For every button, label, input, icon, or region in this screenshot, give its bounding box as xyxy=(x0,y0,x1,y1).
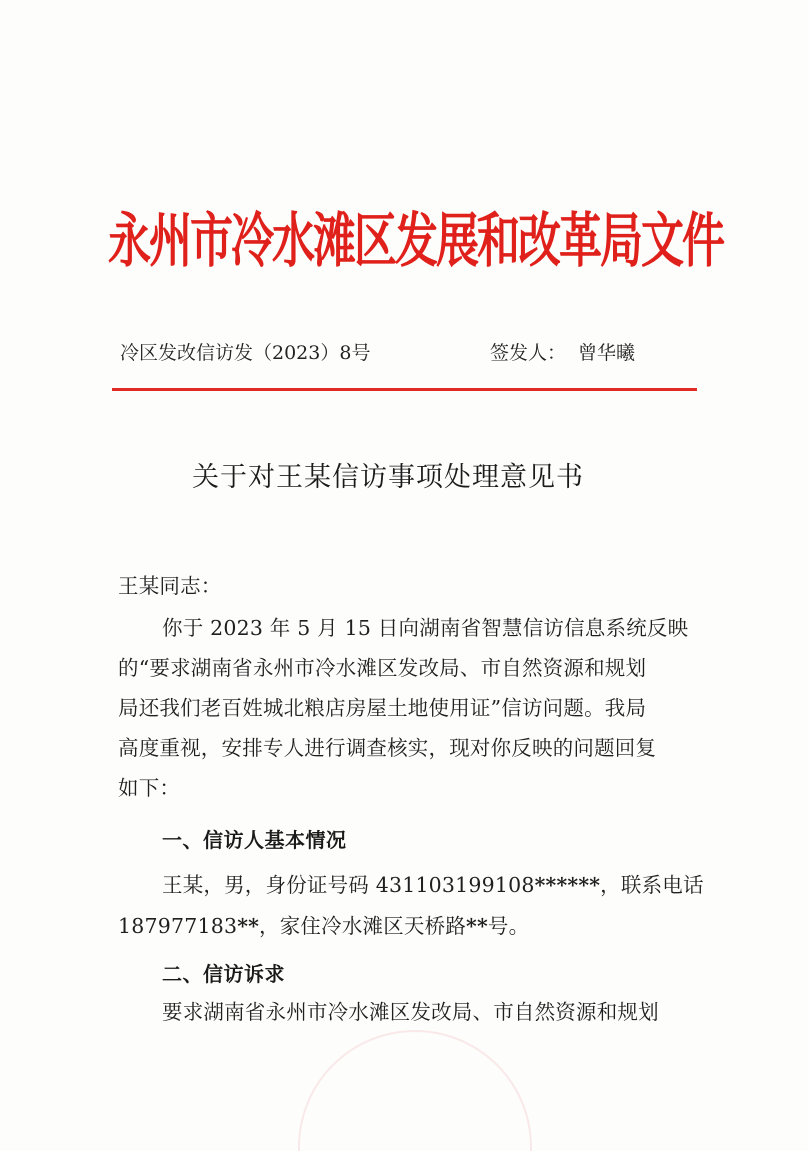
faint-seal-mark xyxy=(298,1030,532,1151)
petitioner-info-line xyxy=(118,909,529,939)
section-heading-petitioner-info: 一、信访人基本情况 xyxy=(162,828,347,852)
salutation: 王某同志： xyxy=(118,574,222,598)
address-end-text: 号。 xyxy=(487,914,530,938)
document-header: 永州市冷水滩区发展和改革局文件 xyxy=(108,207,723,277)
phone-label-text: ，联系电话 xyxy=(600,873,704,897)
document-number: 冷区发改信访发（2023）8号 xyxy=(120,342,371,364)
intro-line: 局还我们老百姓城北粮店房屋土地使用证”信访问题。我局 xyxy=(118,696,647,720)
phone-number-mask: ** xyxy=(237,914,260,938)
intro-line: 如下： xyxy=(118,776,181,800)
section-heading-petition-demand: 二、信访诉求 xyxy=(162,962,285,986)
address-text: ，家住冷水滩区天桥路 xyxy=(259,914,467,938)
petitioner-info-line xyxy=(162,868,704,898)
signer-label: 签发人： xyxy=(490,342,567,364)
demand-line: 要求湖南省永州市冷水滩区发改局、市自然资源和规划 xyxy=(162,1000,659,1024)
intro-line: 的“要求湖南省永州市冷水滩区发改局、市自然资源和规划 xyxy=(118,656,647,680)
address-mask: ** xyxy=(466,914,488,938)
phone-number-text: 187977183 xyxy=(118,914,238,938)
signer-name: 曾华曦 xyxy=(578,342,636,364)
intro-line: 高度重视，安排专人进行调查核实，现对你反映的问题回复 xyxy=(118,736,657,760)
red-divider xyxy=(112,388,697,391)
document-title: 关于对王某信访事项处理意见书 xyxy=(192,462,584,493)
intro-line: 你于 2023 年 5 月 15 日向湖南省智慧信访信息系统反映 xyxy=(162,616,689,640)
id-number-mask: ****** xyxy=(534,873,601,897)
id-number-text: 王某，男，身份证号码 431103199108 xyxy=(162,873,535,897)
